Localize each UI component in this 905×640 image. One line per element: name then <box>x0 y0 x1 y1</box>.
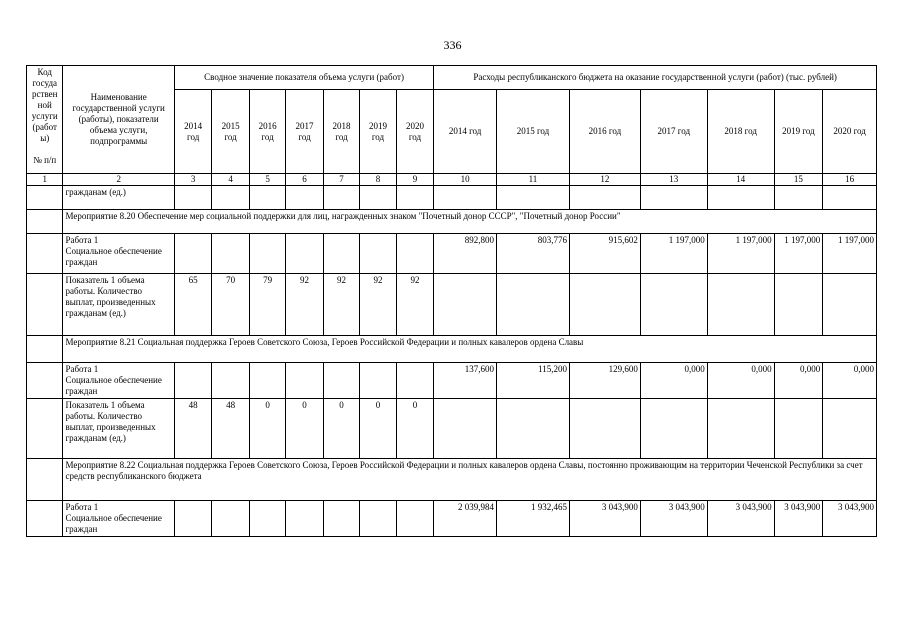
expense-cell <box>823 399 877 459</box>
column-number: 7 <box>323 174 359 186</box>
expense-value: 0,000 <box>640 363 707 399</box>
expense-value: 0,000 <box>774 363 823 399</box>
volume-year-header: 2014 год <box>174 90 211 174</box>
expense-year-header: 2016 год <box>569 90 640 174</box>
expense-value: 3 043,900 <box>707 501 774 537</box>
expense-value: 915,602 <box>569 234 640 274</box>
column-number: 3 <box>174 174 211 186</box>
value-cell <box>497 186 570 210</box>
volume-value: 92 <box>396 274 434 336</box>
expense-cell <box>569 274 640 336</box>
column-number: 12 <box>569 174 640 186</box>
volume-cell <box>249 363 285 399</box>
measure-row <box>27 210 877 234</box>
volume-year-header: 2017 год <box>286 90 323 174</box>
code-cell <box>27 336 63 363</box>
expense-year-header: 2020 год <box>823 90 877 174</box>
expense-cell <box>640 274 707 336</box>
value-cell <box>174 186 211 210</box>
column-number: 9 <box>396 174 434 186</box>
code-cell <box>27 274 63 336</box>
volume-year-header: 2016 год <box>249 90 285 174</box>
column-number: 11 <box>497 174 570 186</box>
volume-value: 92 <box>323 274 359 336</box>
table-row <box>27 186 877 210</box>
expense-value: 3 043,900 <box>823 501 877 537</box>
volume-cell <box>323 234 359 274</box>
volume-value: 48 <box>212 399 249 459</box>
volume-value: 79 <box>249 274 285 336</box>
expense-value: 0,000 <box>707 363 774 399</box>
value-cell <box>212 186 249 210</box>
column-number: 2 <box>63 174 174 186</box>
expense-value: 892,800 <box>434 234 497 274</box>
indicator-name: Показатель 1 объема работы. Количество выплат, произведенных гражданам (ед.) <box>63 274 174 336</box>
expense-year-header: 2018 год <box>707 90 774 174</box>
volume-cell <box>249 501 285 537</box>
expense-year-header: 2019 год <box>774 90 823 174</box>
measure-title: Мероприятие 8.21 Социальная поддержка Героев Советского Союза, Героев Российской Федерации и полных кавалеров ордена Славы <box>63 336 877 363</box>
volume-value: 0 <box>396 399 434 459</box>
volume-year-header: 2020 год <box>396 90 434 174</box>
column-number: 8 <box>360 174 396 186</box>
column-number: 15 <box>774 174 823 186</box>
code-cell <box>27 210 63 234</box>
expense-cell <box>707 274 774 336</box>
value-cell <box>774 186 823 210</box>
value-cell <box>434 186 497 210</box>
row-name: гражданам (ед.) <box>63 186 174 210</box>
expense-value: 803,776 <box>497 234 570 274</box>
column-number: 10 <box>434 174 497 186</box>
expense-year-header: 2015 год <box>497 90 570 174</box>
measure-title: Мероприятие 8.22 Социальная поддержка Героев Советского Союза, Героев Российской Федерации и полных кавалеров ордена Славы, постоянно проживающим на территории Чеченской Республики за счет средств республиканского бюджета <box>63 459 877 501</box>
column-number: 16 <box>823 174 877 186</box>
work-row <box>27 501 877 537</box>
volume-year-header: 2015 год <box>212 90 249 174</box>
expense-value: 3 043,900 <box>774 501 823 537</box>
expense-year-header: 2014 год <box>434 90 497 174</box>
volume-cell <box>174 501 211 537</box>
volume-cell <box>174 363 211 399</box>
code-cell <box>27 234 63 274</box>
expense-value: 129,600 <box>569 363 640 399</box>
volume-cell <box>286 501 323 537</box>
work-name: Работа 1 Социальное обеспечение граждан <box>63 501 174 537</box>
measure-row <box>27 459 877 501</box>
value-cell <box>323 186 359 210</box>
measure-title: Мероприятие 8.20 Обеспечение мер социальной поддержки для лиц, награжденных знаком "Почетный донор СССР", "Почетный донор России" <box>63 210 877 234</box>
code-cell <box>27 399 63 459</box>
expense-cell <box>774 274 823 336</box>
volume-cell <box>360 363 396 399</box>
expense-cell <box>497 399 570 459</box>
value-cell <box>286 186 323 210</box>
volume-cell <box>286 363 323 399</box>
volume-value: 0 <box>360 399 396 459</box>
volume-cell <box>212 501 249 537</box>
volume-cell <box>323 501 359 537</box>
work-row <box>27 363 877 399</box>
volume-value: 65 <box>174 274 211 336</box>
volume-value: 70 <box>212 274 249 336</box>
expense-value: 3 043,900 <box>569 501 640 537</box>
expense-value: 1 197,000 <box>640 234 707 274</box>
indicator-name: Показатель 1 объема работы. Количество выплат, произведенных гражданам (ед.) <box>63 399 174 459</box>
column-number: 14 <box>707 174 774 186</box>
volume-value: 0 <box>249 399 285 459</box>
work-name: Работа 1 Социальное обеспечение граждан <box>63 363 174 399</box>
expense-cell <box>497 274 570 336</box>
expense-cell <box>569 399 640 459</box>
volume-value: 92 <box>360 274 396 336</box>
volume-cell <box>249 234 285 274</box>
name-col-header: Наименование государственной услуги (работы), показатели объема услуги, подпрограммы <box>63 66 174 174</box>
volume-value: 48 <box>174 399 211 459</box>
work-name: Работа 1 Социальное обеспечение граждан <box>63 234 174 274</box>
budget-table <box>26 65 877 537</box>
code-cell <box>27 459 63 501</box>
expense-value: 1 197,000 <box>707 234 774 274</box>
code-cell <box>27 363 63 399</box>
expense-cell <box>774 399 823 459</box>
volume-group-header: Сводное значение показателя объема услуги (работ) <box>174 66 433 90</box>
volume-cell <box>212 363 249 399</box>
volume-cell <box>396 501 434 537</box>
value-cell <box>396 186 434 210</box>
column-number: 4 <box>212 174 249 186</box>
volume-cell <box>212 234 249 274</box>
volume-year-header: 2018 год <box>323 90 359 174</box>
code-cell <box>27 186 63 210</box>
column-number: 13 <box>640 174 707 186</box>
volume-cell <box>286 234 323 274</box>
expense-cell <box>823 274 877 336</box>
volume-cell <box>396 363 434 399</box>
volume-cell <box>360 234 396 274</box>
value-cell <box>640 186 707 210</box>
value-cell <box>249 186 285 210</box>
value-cell <box>569 186 640 210</box>
expense-value: 137,600 <box>434 363 497 399</box>
expense-value: 2 039,984 <box>434 501 497 537</box>
expense-value: 1 197,000 <box>774 234 823 274</box>
value-cell <box>360 186 396 210</box>
column-number: 6 <box>286 174 323 186</box>
volume-cell <box>396 234 434 274</box>
indicator-row <box>27 399 877 459</box>
volume-cell <box>174 234 211 274</box>
expense-year-header: 2017 год <box>640 90 707 174</box>
expense-cell <box>707 399 774 459</box>
work-row <box>27 234 877 274</box>
expense-value: 3 043,900 <box>640 501 707 537</box>
code-col-header: Код госуда рствен ной услуги (работ ы) № п/п <box>27 66 63 174</box>
expense-value: 1 932,465 <box>497 501 570 537</box>
value-cell <box>823 186 877 210</box>
expense-cell <box>434 399 497 459</box>
volume-value: 92 <box>286 274 323 336</box>
indicator-row <box>27 274 877 336</box>
expense-cell <box>434 274 497 336</box>
volume-cell <box>323 363 359 399</box>
expense-value: 1 197,000 <box>823 234 877 274</box>
volume-value: 0 <box>323 399 359 459</box>
value-cell <box>707 186 774 210</box>
expense-group-header: Расходы республиканского бюджета на оказание государственной услуги (работ) (тыс. рублей) <box>434 66 877 90</box>
expense-value: 0,000 <box>823 363 877 399</box>
code-cell <box>27 501 63 537</box>
expense-cell <box>640 399 707 459</box>
volume-cell <box>360 501 396 537</box>
measure-row <box>27 336 877 363</box>
volume-value: 0 <box>286 399 323 459</box>
expense-value: 115,200 <box>497 363 570 399</box>
page-number: 336 <box>443 38 462 52</box>
volume-year-header: 2019 год <box>360 90 396 174</box>
column-number: 1 <box>27 174 63 186</box>
column-number: 5 <box>249 174 285 186</box>
